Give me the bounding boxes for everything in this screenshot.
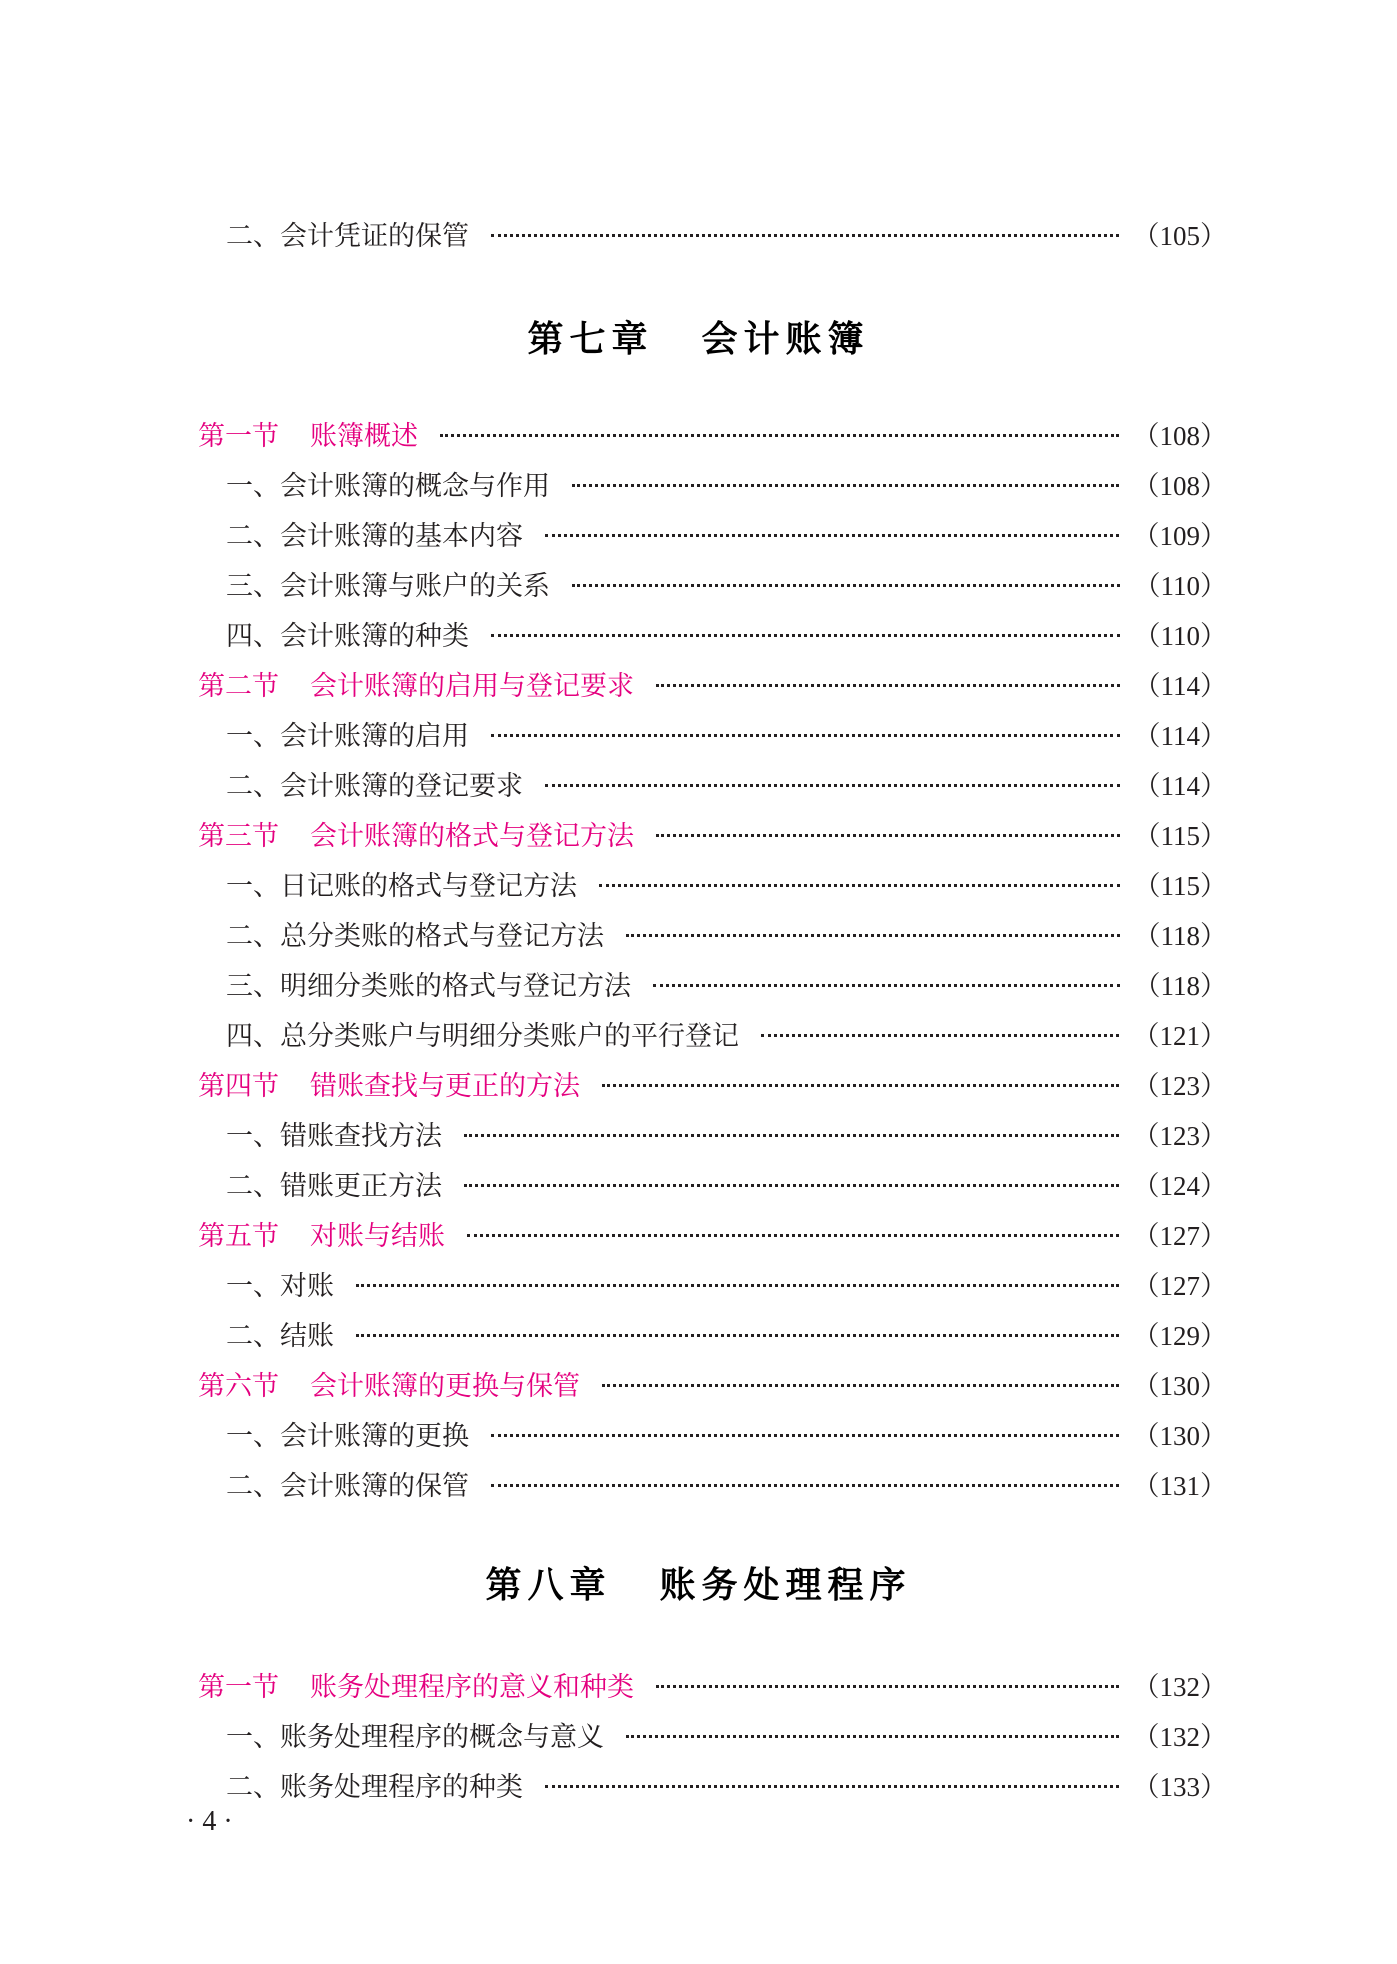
leader-dots	[626, 934, 1120, 937]
toc-section[interactable]	[198, 813, 1227, 853]
section-number: 第六节	[198, 1370, 279, 1402]
toc-page-number: （108）	[1132, 470, 1227, 501]
toc-section-label	[198, 814, 634, 853]
toc-page-number: （114）	[1133, 770, 1227, 801]
toc-item-label: 二、会计账簿的登记要求	[226, 770, 523, 802]
toc-page-number: （132）	[1132, 1671, 1227, 1702]
toc-item[interactable]	[226, 563, 1227, 603]
toc-section[interactable]	[198, 1363, 1227, 1403]
toc-page-number: （118）	[1133, 970, 1227, 1001]
toc-item[interactable]	[226, 1013, 1227, 1053]
leader-dots	[656, 684, 1120, 687]
toc-item[interactable]	[226, 613, 1227, 653]
section-number: 第四节	[198, 1070, 279, 1102]
toc-item-label: 三、明细分类账的格式与登记方法	[226, 970, 631, 1002]
toc-item-label: 一、账务处理程序的概念与意义	[226, 1721, 604, 1753]
chapter-title: 会计账簿	[701, 318, 870, 360]
leader-dots	[545, 534, 1119, 537]
leader-dots	[491, 734, 1120, 737]
leader-dots	[572, 584, 1120, 587]
section-title: 会计账簿的更换与保管	[310, 1370, 580, 1402]
toc-item[interactable]	[226, 913, 1227, 953]
toc-item-label: 二、结账	[226, 1320, 334, 1352]
section-title: 账务处理程序的意义和种类	[310, 1671, 634, 1703]
leader-dots	[599, 884, 1120, 887]
leader-dots	[602, 1084, 1119, 1087]
section-title: 会计账簿的格式与登记方法	[310, 820, 634, 852]
toc-item[interactable]	[226, 1313, 1227, 1353]
leader-dots	[467, 1234, 1119, 1237]
toc-page-number: （121）	[1132, 1020, 1227, 1051]
toc-page-number: （129）	[1132, 1320, 1227, 1351]
leader-dots	[356, 1284, 1119, 1287]
toc-item-label: 三、会计账簿与账户的关系	[226, 570, 550, 602]
toc-item[interactable]	[226, 1113, 1227, 1153]
toc-item-label: 一、会计账簿的启用	[226, 720, 469, 752]
toc-section[interactable]	[198, 663, 1227, 703]
toc-section-label	[198, 1665, 634, 1704]
toc-page-number: （115）	[1133, 820, 1227, 851]
leader-dots	[356, 1334, 1119, 1337]
toc-item[interactable]	[226, 1714, 1227, 1754]
section-number: 第二节	[198, 670, 279, 702]
toc-page-number: （105）	[1132, 220, 1227, 251]
page-number: · 4 ·	[186, 1806, 233, 1837]
leader-dots	[626, 1735, 1119, 1738]
toc-item[interactable]	[226, 963, 1227, 1003]
leader-dots	[491, 634, 1120, 637]
section-number: 第五节	[198, 1220, 279, 1252]
chapter-title: 账务处理程序	[659, 1564, 912, 1606]
leader-dots	[545, 1785, 1119, 1788]
toc-page-number: （108）	[1132, 420, 1227, 451]
toc-page-number: （114）	[1133, 670, 1227, 701]
toc-page-number: （127）	[1132, 1220, 1227, 1251]
section-title: 错账查找与更正的方法	[310, 1070, 580, 1102]
leader-dots	[491, 1434, 1119, 1437]
toc-item-label: 二、会计凭证的保管	[226, 220, 469, 252]
toc-item-label: 一、错账查找方法	[226, 1120, 442, 1152]
leader-dots	[545, 784, 1120, 787]
toc-section-label	[198, 1214, 445, 1253]
toc-section[interactable]	[198, 1213, 1227, 1253]
toc-item[interactable]	[226, 463, 1227, 503]
leader-dots	[491, 1484, 1119, 1487]
section-number: 第一节	[198, 420, 279, 452]
chapter-number: 第八章	[485, 1564, 612, 1606]
toc-item-label: 四、总分类账户与明细分类账户的平行登记	[226, 1020, 739, 1052]
toc-item-label: 一、会计账簿的概念与作用	[226, 470, 550, 502]
toc-section-label	[198, 664, 634, 703]
toc-item-label: 二、会计账簿的基本内容	[226, 520, 523, 552]
leader-dots	[761, 1034, 1119, 1037]
toc-page-number: （133）	[1132, 1771, 1227, 1802]
leader-dots	[656, 834, 1120, 837]
toc-item[interactable]	[226, 513, 1227, 553]
toc-item[interactable]	[226, 1413, 1227, 1453]
toc-page-number: （132）	[1132, 1721, 1227, 1752]
toc-section[interactable]	[198, 413, 1227, 453]
section-number: 第三节	[198, 820, 279, 852]
chapter-number: 第七章	[527, 318, 654, 360]
toc-page-number: （127）	[1132, 1270, 1227, 1301]
toc-item[interactable]	[226, 1764, 1227, 1804]
toc-item[interactable]	[226, 1163, 1227, 1203]
leader-dots	[440, 434, 1119, 437]
toc-page-number: （123）	[1132, 1070, 1227, 1101]
toc-page-number: （109）	[1132, 520, 1227, 551]
section-number: 第一节	[198, 1671, 279, 1703]
toc-item-label: 二、总分类账的格式与登记方法	[226, 920, 604, 952]
toc-item[interactable]	[226, 763, 1227, 803]
toc-item-label: 二、账务处理程序的种类	[226, 1771, 523, 1803]
toc-page-number: （110）	[1133, 570, 1227, 601]
leader-dots	[653, 984, 1120, 987]
toc-page-number: （115）	[1133, 870, 1227, 901]
toc-item-label: 一、会计账簿的更换	[226, 1420, 469, 1452]
toc-page-number: （124）	[1132, 1170, 1227, 1201]
toc-item-label: 二、错账更正方法	[226, 1170, 442, 1202]
toc-section-label	[198, 1064, 580, 1103]
leader-dots	[464, 1134, 1119, 1137]
section-title: 账簿概述	[310, 420, 418, 452]
toc-item[interactable]	[226, 863, 1227, 903]
leader-dots	[464, 1184, 1119, 1187]
toc-item[interactable]	[226, 1463, 1227, 1503]
toc-item-label: 一、日记账的格式与登记方法	[226, 870, 577, 902]
chapter-heading	[0, 1557, 1397, 1608]
toc-page-number: （118）	[1133, 920, 1227, 951]
section-title: 对账与结账	[310, 1220, 445, 1252]
toc-item[interactable]	[226, 213, 1227, 253]
section-title: 会计账簿的启用与登记要求	[310, 670, 634, 702]
toc-page-number: （114）	[1133, 720, 1227, 751]
toc-page-number: （131）	[1132, 1470, 1227, 1501]
leader-dots	[572, 484, 1119, 487]
toc-item-label: 四、会计账簿的种类	[226, 620, 469, 652]
toc-item-label: 一、对账	[226, 1270, 334, 1302]
leader-dots	[602, 1384, 1119, 1387]
toc-item-label: 二、会计账簿的保管	[226, 1470, 469, 1502]
toc-section-label	[198, 414, 418, 453]
toc-section-label	[198, 1364, 580, 1403]
toc-section[interactable]	[198, 1063, 1227, 1103]
toc-section[interactable]	[198, 1664, 1227, 1704]
toc-page-number: （130）	[1132, 1370, 1227, 1401]
toc-page-number: （130）	[1132, 1420, 1227, 1451]
toc-page-number: （123）	[1132, 1120, 1227, 1151]
leader-dots	[656, 1685, 1119, 1688]
leader-dots	[491, 234, 1119, 237]
toc-item[interactable]	[226, 713, 1227, 753]
toc-item[interactable]	[226, 1263, 1227, 1303]
toc-page-number: （110）	[1133, 620, 1227, 651]
chapter-heading	[0, 311, 1397, 362]
